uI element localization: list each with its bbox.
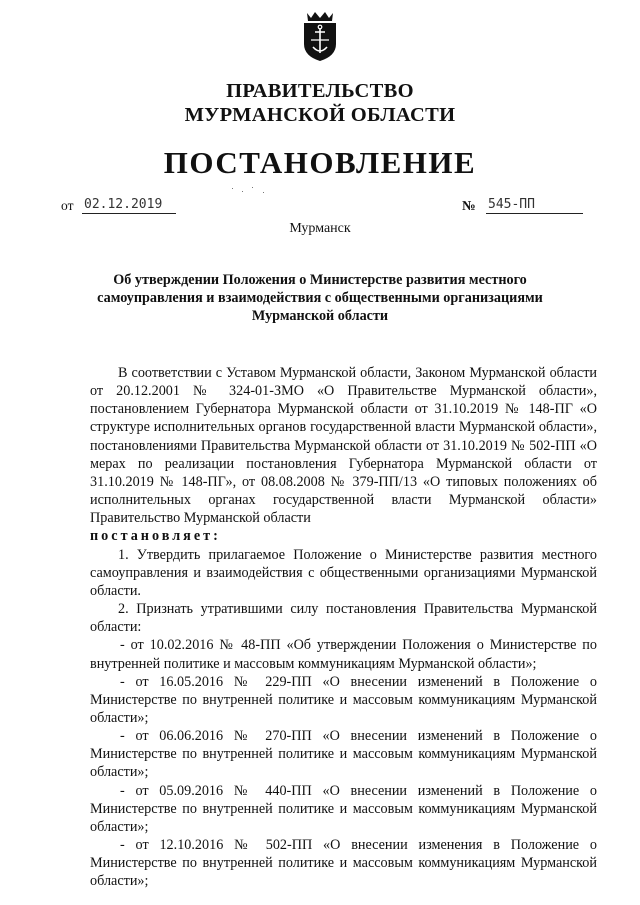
subitem-1: - от 10.02.2016 № 48-ПП «Об утверждении Положения о Министерстве по внутренней политике и массовым коммуникациям Мурманской области»; (90, 637, 597, 672)
government-name-line1: ПРАВИТЕЛЬСТВО (226, 80, 414, 102)
coat-of-arms-icon (299, 10, 341, 62)
date-prefix: от (61, 198, 74, 213)
item-1: 1. Утвердить прилагаемое Положение о Министерстве развития местного самоуправления и взаимодействия с общественными организациями Мурманской области. (90, 546, 597, 599)
government-name-line2: МУРМАНСКОЙ ОБЛАСТИ (184, 104, 456, 126)
subitem-4: - от 05.09.2016 № 440-ПП «О внесении изменений в Положение о Министерстве по внутренней политике и массовым коммуникациям Мурманской области»; (90, 782, 597, 835)
number-prefix: № (462, 198, 476, 213)
document-subject: Об утверждении Положения о Министерстве развития местного самоуправления и взаимодействия с общественными организациями Мурманской области (97, 272, 543, 324)
subitem-3: - от 06.06.2016 № 270-ПП «О внесении изменений в Положение о Министерстве по внутренней политике и массовым коммуникациям Мурманской области»; (90, 728, 597, 781)
document-date: 02.12.2019 (82, 196, 176, 214)
document-type-title: ПОСТАНОВЛЕНИЕ (163, 145, 477, 180)
subitem-5: - от 12.10.2016 № 502-ПП «О внесении изменения в Положение о Министерстве по внутренней политике и массовым коммуникациям Мурманской области»; (90, 837, 597, 890)
document-number: 545-ПП (486, 196, 583, 214)
decree-word-text: постановляет: (90, 528, 221, 545)
document-body (90, 364, 597, 891)
city-name: Мурманск (289, 221, 351, 236)
item-2: 2. Признать утратившими силу постановления Правительства Мурманской области: (90, 601, 597, 636)
scan-specks (230, 186, 270, 194)
subitem-2: - от 16.05.2016 № 229-ПП «О внесении изменений в Положение о Министерстве по внутренней политике и массовым коммуникациям Мурманской области»; (90, 673, 597, 726)
decree-word (90, 527, 597, 545)
preamble-paragraph: В соответствии с Уставом Мурманской области, Законом Мурманской области от 20.12.2001 № 324-01-ЗМО «О Правительстве Мурманской области», постановлением Губернатора Мурманской области от 31.10.2019 № 148-ПГ «О структуре исполнительных органов государственной власти Мурманской области», постановлениями Правительства Мурманской области от 31.10.2019 № 502-ПП «О мерах по реализации постановления Губернатора Мурманской области от 31.10.2019 № 148-ПГ», от 08.08.2008 № 379-ПП/13 «О типовых положениях об исполнительных органах государственной власти Мурманской области» Правительство Мурманской области (90, 365, 597, 527)
